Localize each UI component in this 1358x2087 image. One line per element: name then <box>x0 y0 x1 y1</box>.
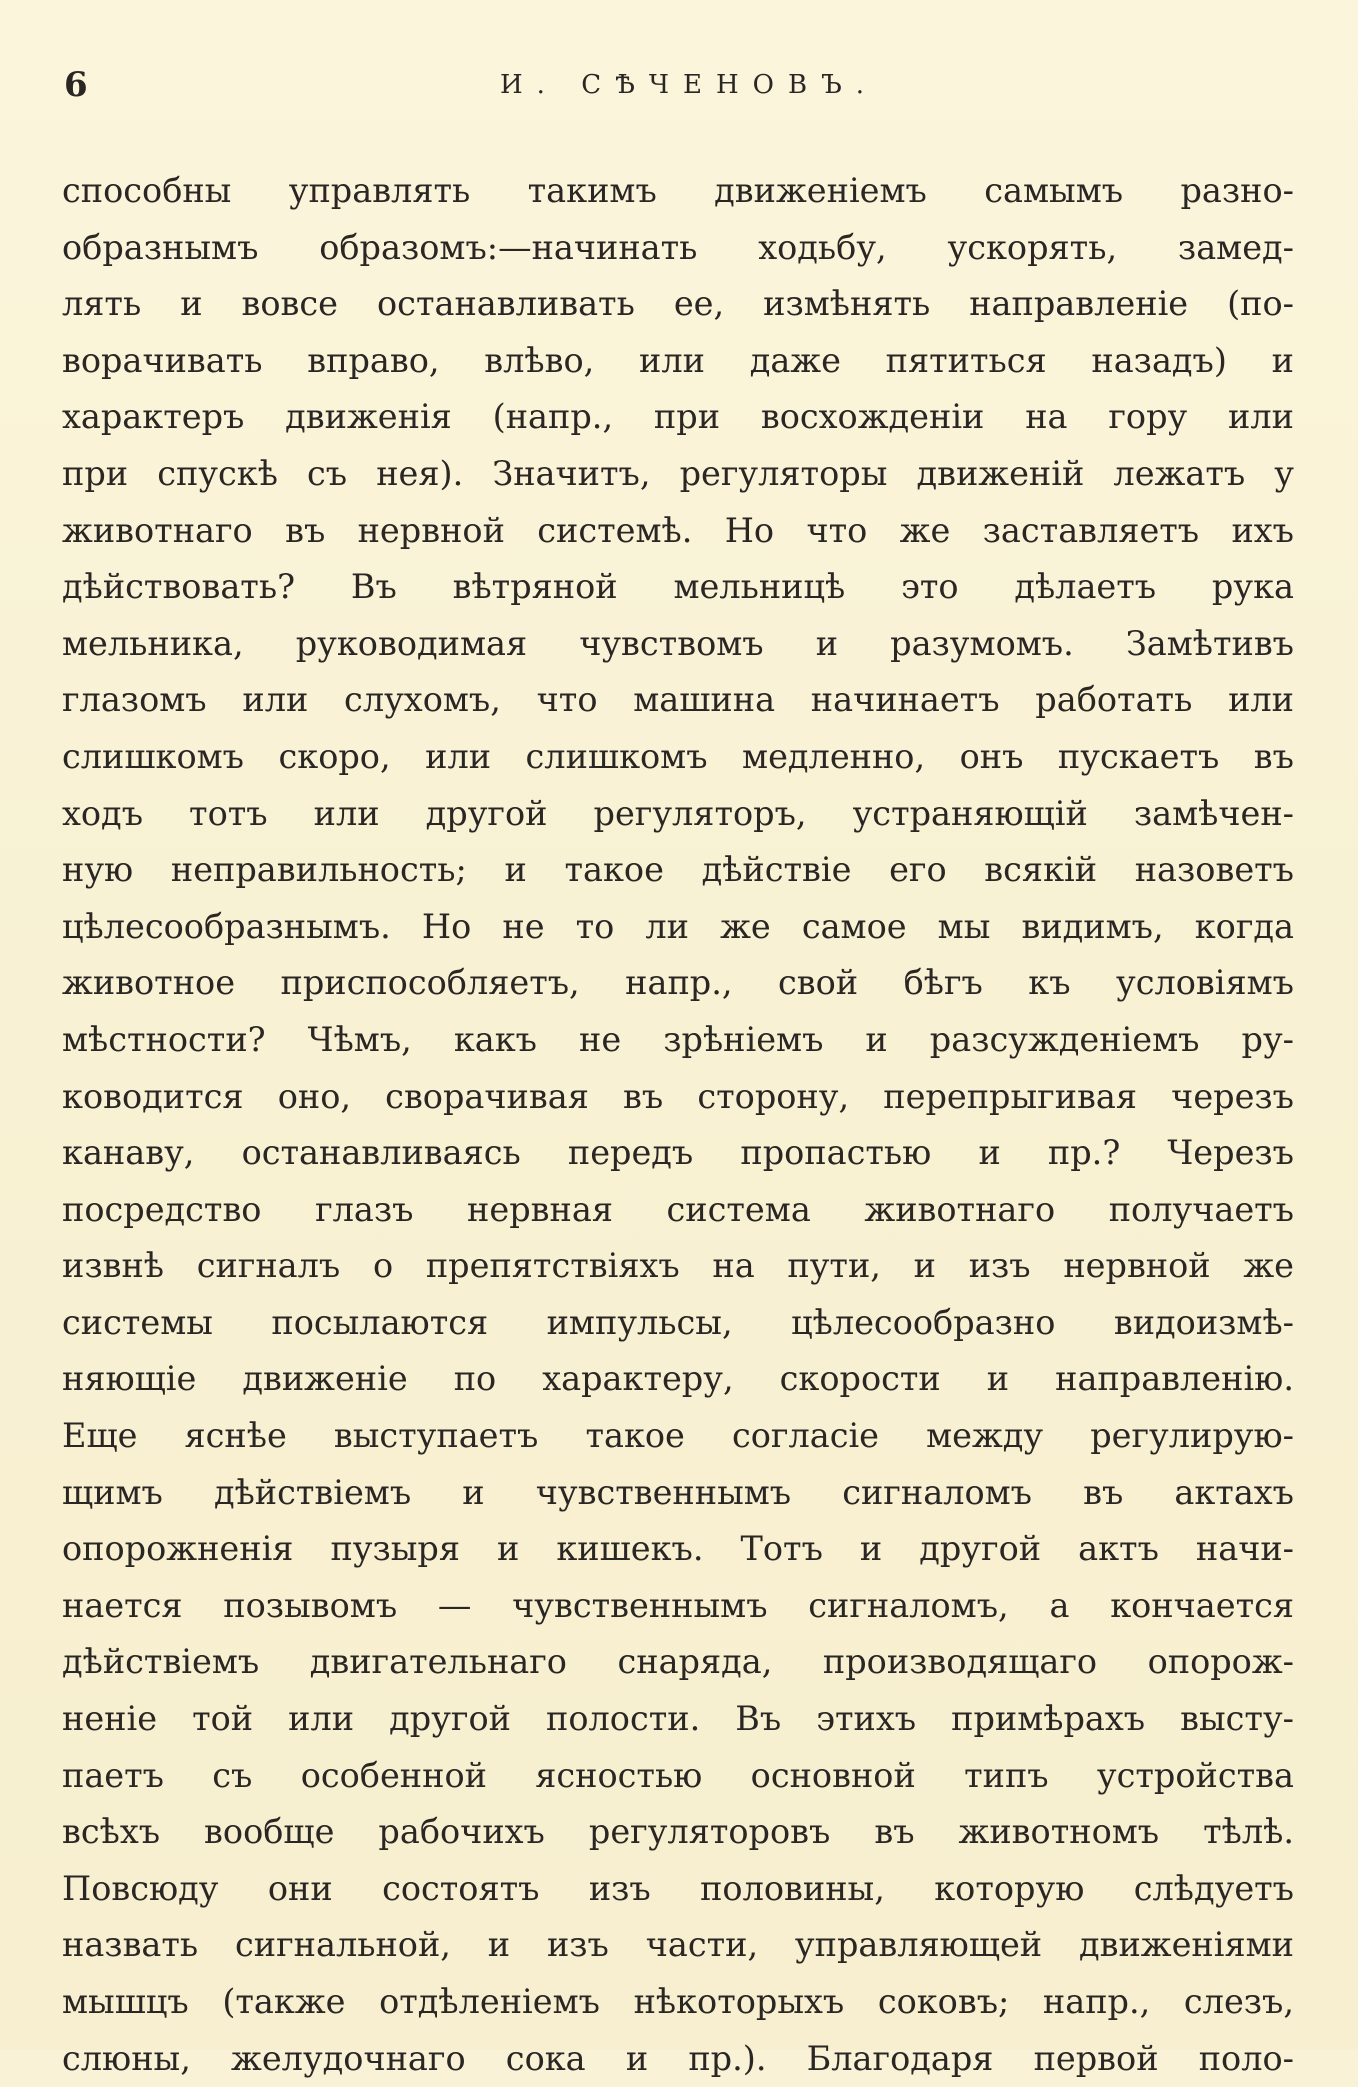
text-line: посредство глазъ нервная система животнаго получаетъ <box>62 1189 1294 1229</box>
text-line: ную неправильность; и такое дѣйствіе его всякій назоветъ <box>62 850 1294 890</box>
text-line: животное приспособляетъ, напр., свой бѣгъ къ условіямъ <box>62 963 1294 1003</box>
running-head: И. СѢЧЕНОВЪ. <box>500 70 878 100</box>
text-line: всѣхъ вообще рабочихъ регуляторовъ въ животномъ тѣлѣ. <box>62 1812 1294 1852</box>
text-line: глазомъ или слухомъ, что машина начинаетъ работать или <box>62 680 1294 720</box>
text-line: няющіе движеніе по характеру, скорости и направленію. <box>62 1359 1294 1399</box>
text-line: дѣйствіемъ двигательнаго снаряда, производящаго опорож- <box>62 1642 1294 1682</box>
text-line: ководится оно, сворачивая въ сторону, перепрыгивая черезъ <box>62 1076 1294 1116</box>
text-line: слишкомъ скоро, или слишкомъ медленно, онъ пускаетъ въ <box>62 736 1294 776</box>
text-line: опорожненія пузыря и кишекъ. Тотъ и другой актъ начи- <box>62 1529 1294 1569</box>
text-line: животнаго въ нервной системѣ. Но что же заставляетъ ихъ <box>62 510 1294 550</box>
text-line: Еще яснѣе выступаетъ такое согласіе между регулирую- <box>62 1416 1294 1456</box>
text-line: характеръ движенія (напр., при восхожденіи на гору или <box>62 397 1294 437</box>
text-line: извнѣ сигналъ о препятствіяхъ на пути, и изъ нервной же <box>62 1246 1294 1286</box>
text-line: лять и вовсе останавливать ее, измѣнять направленіе (по- <box>62 284 1294 324</box>
text-line: способны управлять такимъ движеніемъ самымъ разно- <box>62 171 1294 210</box>
text-line: канаву, останавливаясь передъ пропастью и пр.? Черезъ <box>62 1133 1294 1173</box>
text-line: мышцъ (также отдѣленіемъ нѣкоторыхъ соковъ; напр., слезъ, <box>62 1982 1294 2021</box>
text-line: Повсюду они состоятъ изъ половины, которую слѣдуетъ <box>62 1868 1294 1908</box>
text-line: щимъ дѣйствіемъ и чувственнымъ сигналомъ въ актахъ <box>62 1472 1294 1512</box>
text-line: паетъ съ особенной ясностью основной типъ устройства <box>62 1755 1294 1795</box>
text-line: мѣстности? Чѣмъ, какъ не зрѣніемъ и разсужденіемъ ру- <box>62 1019 1294 1059</box>
page-number: 6 <box>64 65 88 105</box>
text-line: мельника, руководимая чувствомъ и разумомъ. Замѣтивъ <box>62 623 1294 663</box>
text-line: назвать сигнальной, и изъ части, управляющей движеніями <box>62 1925 1294 1965</box>
text-line: ворачивать вправо, влѣво, или даже пятиться назадъ) и <box>62 340 1294 380</box>
text-line: образнымъ образомъ:—начинать ходьбу, ускорять, замед- <box>62 227 1294 267</box>
page-header <box>64 60 1294 110</box>
text-line: при спускѣ съ нея). Значитъ, регуляторы движеній лежатъ у <box>62 453 1294 493</box>
text-line: слюны, желудочнаго сока и пр.). Благодаря первой поло- <box>62 2038 1294 2078</box>
text-line: ходъ тотъ или другой регуляторъ, устраняющій замѣчен- <box>62 793 1294 833</box>
text-line: цѣлесообразнымъ. Но не то ли же самое мы видимъ, когда <box>62 906 1294 946</box>
text-line: дѣйствовать? Въ вѣтряной мельницѣ это дѣлаетъ рука <box>62 567 1294 607</box>
text-line: системы посылаются импульсы, цѣлесообразно видоизмѣ- <box>62 1302 1294 1342</box>
text-line: неніе той или другой полости. Въ этихъ примѣрахъ высту- <box>62 1699 1294 1739</box>
body-text <box>62 163 1294 2087</box>
text-line: нается позывомъ — чувственнымъ сигналомъ, а кончается <box>62 1585 1294 1625</box>
